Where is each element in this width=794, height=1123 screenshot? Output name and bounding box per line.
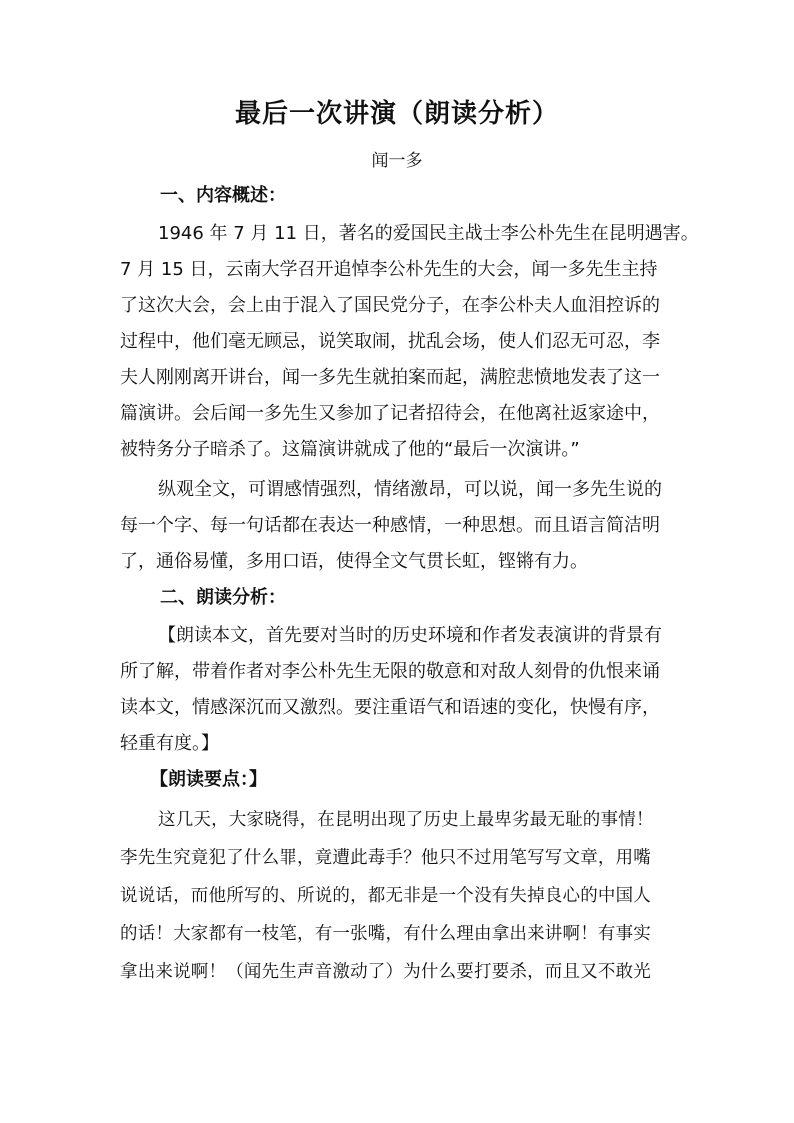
speech-line: 说说话，而他所写的、所说的，都无非是一个没有失掉良心的中国人 bbox=[120, 886, 651, 906]
paragraph-line: 7 月 15 日，云南大学召开追悼李公朴先生的大会，闻一多先生主持 bbox=[120, 259, 658, 280]
speech-line: 拿出来说啊！（闻先生声音激动了）为什么要打要杀，而且又不敢光 bbox=[120, 962, 651, 982]
paragraph-line: 过程中，他们毫无顾忌，说笑取闹，扰乱会场，使人们忍无可忍，李 bbox=[120, 331, 660, 352]
paragraph-line: 每一个字、每一句话都在表达一种感情，一种思想。而且语言简洁明 bbox=[120, 515, 660, 536]
paragraph-line: 了这次大会，会上由于混入了国民党分子，在李公朴夫人血泪控诉的 bbox=[120, 295, 660, 316]
paragraph-line: 了，通俗易懂，多用口语，使得全文气贯长虹，铿锵有力。 bbox=[120, 551, 588, 572]
paragraph-line: 篇演讲。会后闻一多先生又参加了记者招待会，在他离社返家途中， bbox=[120, 403, 660, 424]
paragraph-line: 所了解，带着作者对李公朴先生无限的敬意和对敌人刻骨的仇恨来诵 bbox=[120, 661, 660, 682]
paragraph-line: 1946 年 7 月 11 日，著名的爱国民主战士李公朴先生在昆明遇害。 bbox=[158, 223, 699, 244]
section-heading-overview: 一、内容概述： bbox=[160, 185, 286, 206]
paragraph-line: 纵观全文，可谓感情强烈，情绪激昂，可以说，闻一多先生说的 bbox=[158, 479, 662, 500]
speech-line: 的话！大家都有一枝笔，有一张嘴，有什么理由拿出来讲啊！有事实 bbox=[120, 924, 651, 944]
speech-line: 李先生究竟犯了什么罪，竟遭此毒手？他只不过用笔写写文章，用嘴 bbox=[120, 848, 651, 868]
page-title: 最后一次讲演（朗读分析） bbox=[234, 99, 559, 129]
author-name: 闻一多 bbox=[371, 151, 423, 171]
paragraph-line: 被特务分子暗杀了。这篇演讲就成了他的“最后一次演讲。” bbox=[120, 439, 580, 460]
paragraph-line: 轻重有度。】 bbox=[120, 733, 219, 754]
paragraph-line: 【朗读本文，首先要对当时的历史环境和作者发表演讲的背景有 bbox=[158, 625, 662, 646]
subheading-reading-points: 【朗读要点：】 bbox=[150, 769, 267, 790]
paragraph-line: 读本文，情感深沉而又激烈。要注重语气和语速的变化，快慢有序， bbox=[120, 697, 660, 718]
speech-line: 这几天，大家晓得，在昆明出现了历史上最卑劣最无耻的事情！ bbox=[158, 810, 654, 830]
section-heading-reading-analysis: 二、朗读分析： bbox=[160, 587, 286, 608]
paragraph-line: 夫人刚刚离开讲台，闻一多先生就拍案而起，满腔悲愤地发表了这一 bbox=[120, 367, 660, 388]
